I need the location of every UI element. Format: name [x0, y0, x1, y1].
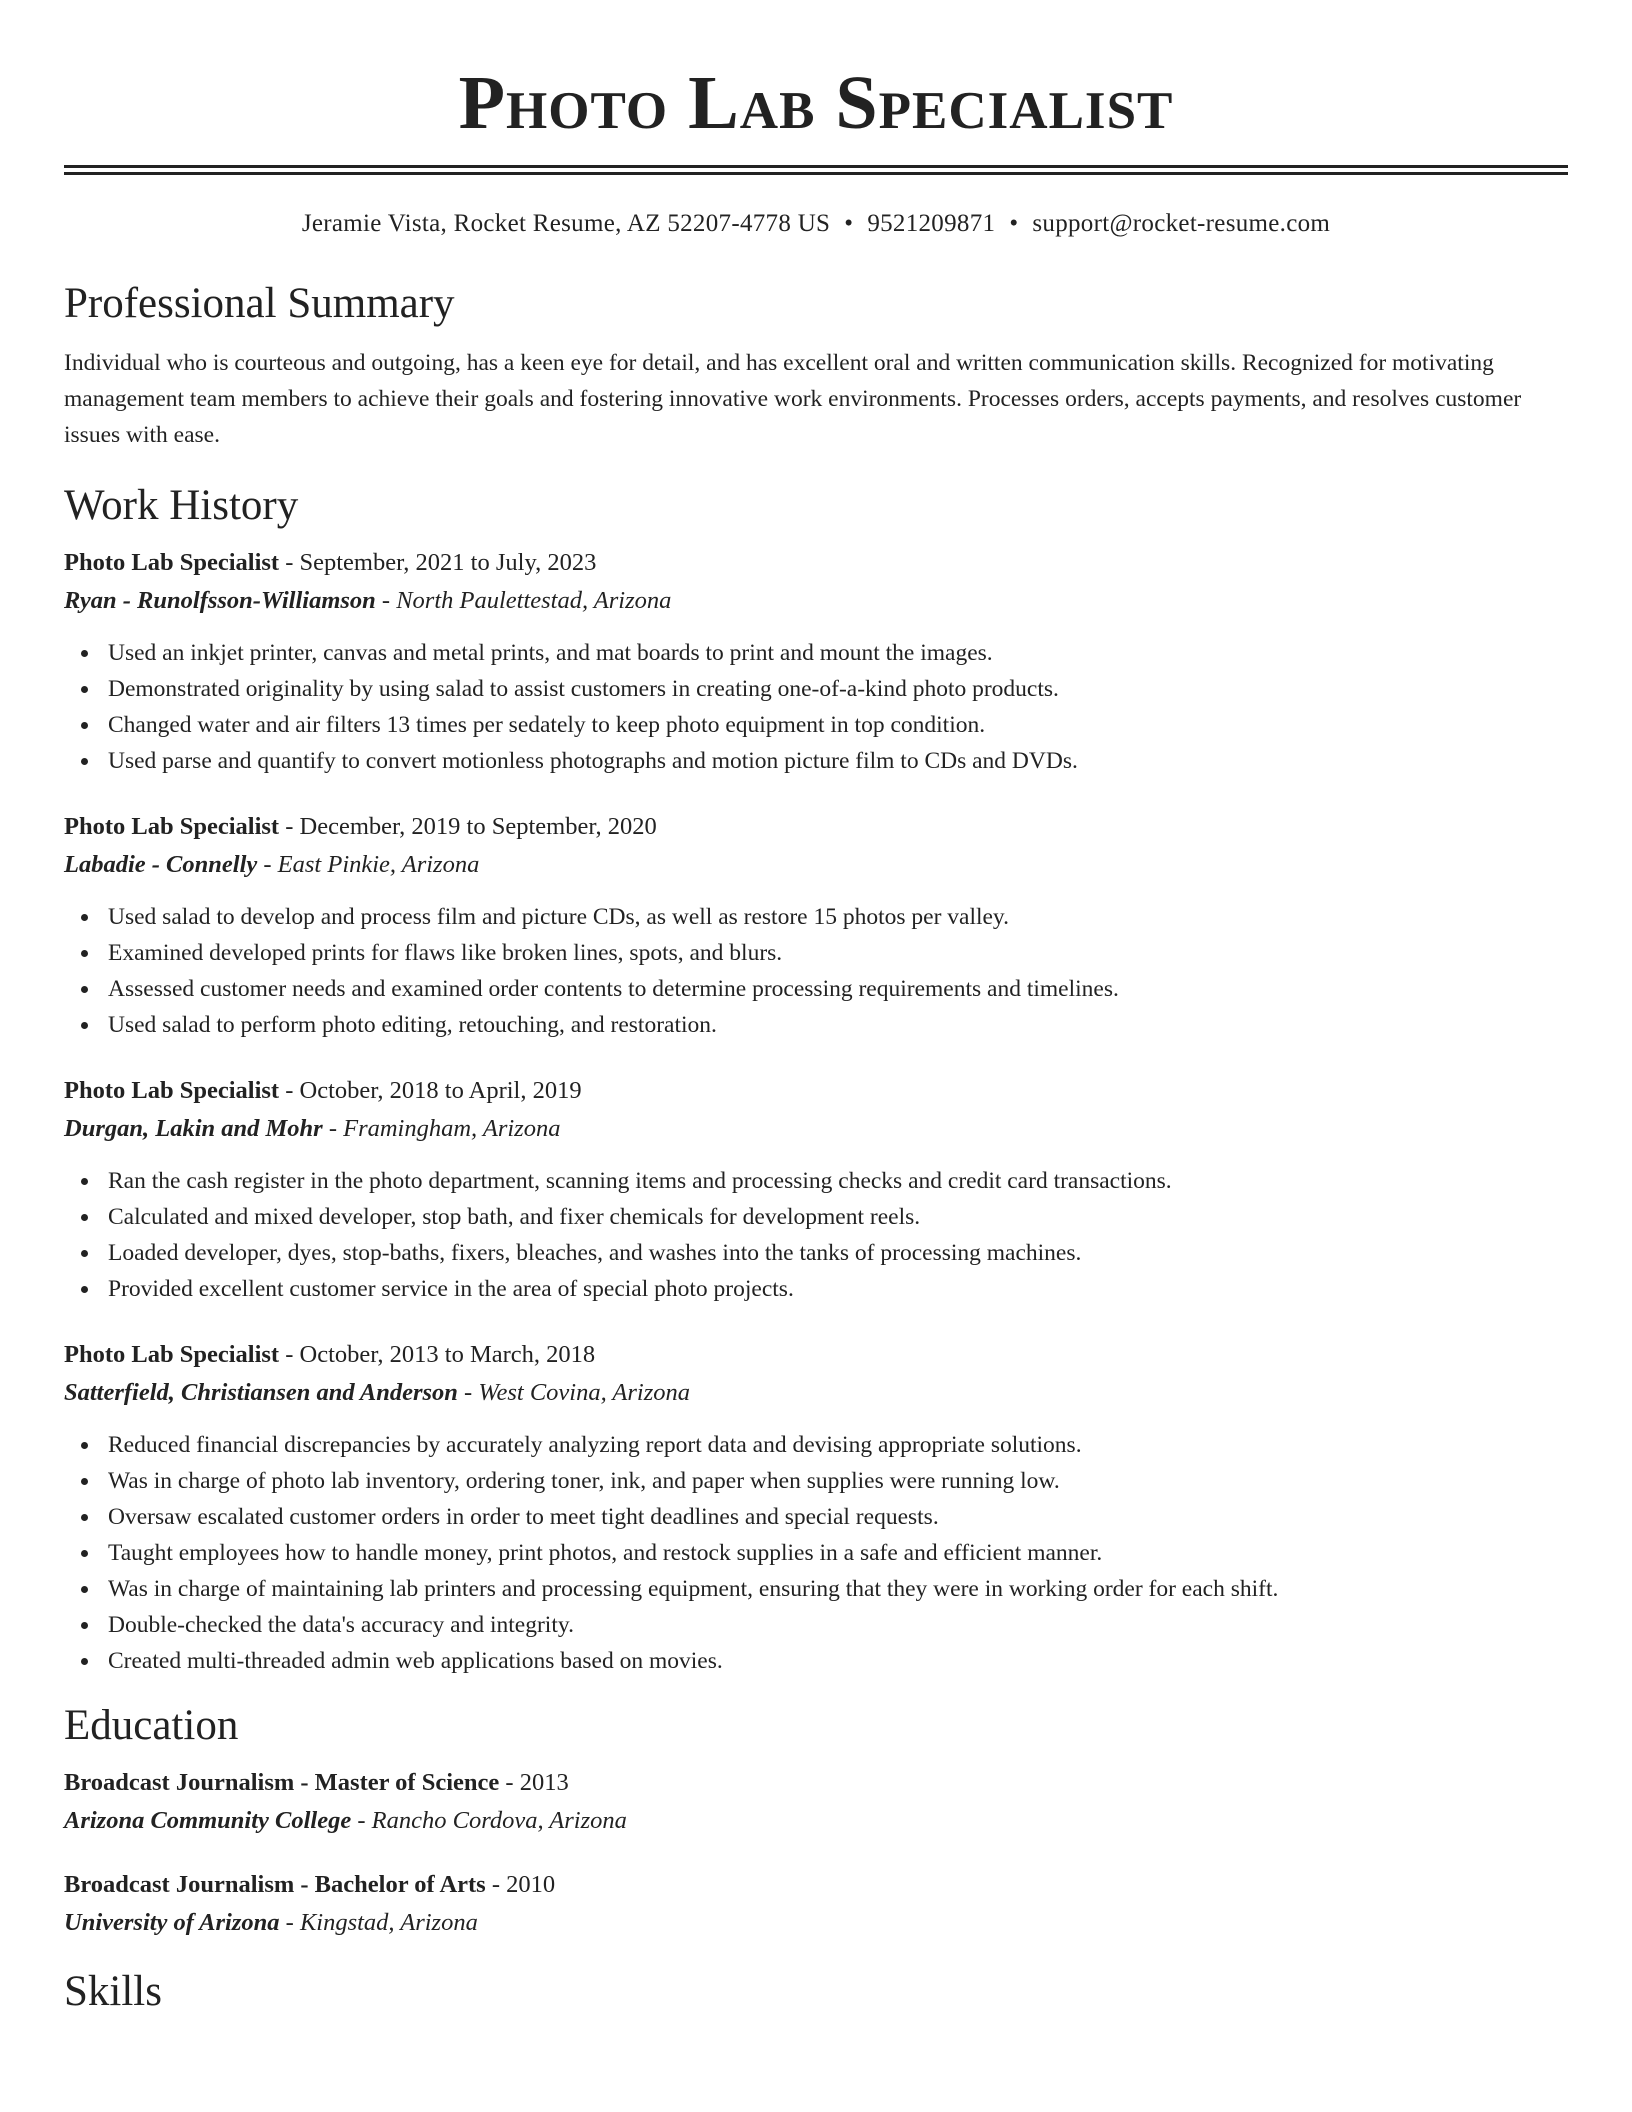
job-bullet: Used salad to perform photo editing, retouching, and restoration.	[108, 1007, 1568, 1043]
education-year: - 2010	[485, 1871, 556, 1898]
job-bullet: Provided excellent customer service in the area of special photo projects.	[108, 1271, 1568, 1307]
job-location: - Framingham, Arizona	[322, 1115, 561, 1142]
contact-separator: •	[1009, 210, 1019, 237]
job-title-line	[64, 547, 1568, 579]
education-year: - 2013	[499, 1769, 569, 1796]
job-bullet: Double-checked the data's accuracy and integrity.	[108, 1607, 1568, 1643]
job-company: Satterfield, Christiansen and Anderson	[64, 1379, 458, 1406]
resume-page	[64, 0, 1568, 2017]
job-company: Labadie - Connelly	[64, 851, 258, 878]
job-bullet: Reduced financial discrepancies by accurately analyzing report data and devising appropriate solutions.	[108, 1427, 1568, 1463]
work-history-heading: Work History	[64, 482, 299, 529]
job-title: Photo Lab Specialist	[64, 549, 280, 576]
job-dates: - October, 2018 to April, 2019	[279, 1077, 582, 1104]
job-entry	[64, 1339, 1568, 1679]
job-bullet: Assessed customer needs and examined order contents to determine processing requirements and timelines.	[108, 971, 1568, 1007]
job-title-line	[64, 1075, 1568, 1107]
job-company-line	[64, 585, 1568, 617]
job-bullet: Was in charge of maintaining lab printers and processing equipment, ensuring that they were in working order for each shift.	[108, 1571, 1568, 1607]
contact-address: Jeramie Vista, Rocket Resume, AZ 52207-4778 US	[301, 210, 831, 237]
job-company: Durgan, Lakin and Mohr	[64, 1115, 323, 1142]
job-bullet: Used parse and quantify to convert motionless photographs and motion picture film to CDs and DVDs.	[108, 743, 1568, 779]
job-title: Photo Lab Specialist	[64, 1341, 280, 1368]
education-school: University of Arizona	[64, 1909, 280, 1936]
contact-email: support@rocket-resume.com	[1032, 210, 1331, 237]
education-title-line	[64, 1767, 1568, 1799]
job-location: - West Covina, Arizona	[457, 1379, 691, 1406]
resume-title: Photo Lab Specialist	[458, 61, 1174, 145]
contact-phone: 9521209871	[867, 210, 996, 237]
job-company-line	[64, 1113, 1568, 1145]
education-location: - Kingstad, Arizona	[279, 1909, 478, 1936]
job-location: - East Pinkie, Arizona	[257, 851, 480, 878]
job-bullet: Created multi-threaded admin web applications based on movies.	[108, 1643, 1568, 1679]
summary-heading: Professional Summary	[64, 280, 455, 327]
job-entry	[64, 547, 1568, 779]
education-heading: Education	[64, 1702, 239, 1749]
job-bullet: Examined developed prints for flaws like broken lines, spots, and blurs.	[108, 935, 1568, 971]
job-title: Photo Lab Specialist	[64, 813, 280, 840]
education-entry	[64, 1869, 1568, 1939]
education-title-line	[64, 1869, 1568, 1901]
job-company-line	[64, 849, 1568, 881]
education-school-line	[64, 1907, 1568, 1939]
job-bullet: Oversaw escalated customer orders in order to meet tight deadlines and special requests.	[108, 1499, 1568, 1535]
job-bullet: Demonstrated originality by using salad to assist customers in creating one-of-a-kind photo products.	[108, 671, 1568, 707]
job-dates: - December, 2019 to September, 2020	[279, 813, 657, 840]
contact-separator: •	[844, 210, 854, 237]
job-bullets	[64, 899, 1568, 1043]
job-bullet: Changed water and air filters 13 times per sedately to keep photo equipment in top condition.	[108, 707, 1568, 743]
education-school: Arizona Community College	[64, 1807, 352, 1834]
summary-text: Individual who is courteous and outgoing, has a keen eye for detail, and has excellent oral and written communication skills. Recognized for motivating management team members to achieve their goals and fostering innovative work environments. Processes orders, accepts payments, and resolves customer issues with ease.	[64, 350, 1522, 448]
education-entry	[64, 1767, 1568, 1837]
job-bullet: Used an inkjet printer, canvas and metal prints, and mat boards to print and mount the images.	[108, 635, 1568, 671]
job-bullet: Loaded developer, dyes, stop-baths, fixers, bleaches, and washes into the tanks of processing machines.	[108, 1235, 1568, 1271]
job-company-line	[64, 1377, 1568, 1409]
contact-line	[64, 209, 1568, 239]
job-dates: - September, 2021 to July, 2023	[279, 549, 597, 576]
job-title-line	[64, 811, 1568, 843]
job-bullet: Was in charge of photo lab inventory, ordering toner, ink, and paper when supplies were running low.	[108, 1463, 1568, 1499]
job-dates: - October, 2013 to March, 2018	[279, 1341, 596, 1368]
job-entry	[64, 811, 1568, 1043]
job-title-line	[64, 1339, 1568, 1371]
job-location: - North Paulettestad, Arizona	[375, 587, 672, 614]
job-bullets	[64, 1163, 1568, 1307]
job-bullet: Calculated and mixed developer, stop bath, and fixer chemicals for development reels.	[108, 1199, 1568, 1235]
job-company: Ryan - Runolfsson-Williamson	[64, 587, 376, 614]
education-degree: Broadcast Journalism - Bachelor of Arts	[64, 1871, 486, 1898]
skills-heading: Skills	[64, 1968, 162, 2015]
job-entry	[64, 1075, 1568, 1307]
job-bullet: Ran the cash register in the photo department, scanning items and processing checks and credit card transactions.	[108, 1163, 1568, 1199]
job-bullet: Taught employees how to handle money, print photos, and restock supplies in a safe and efficient manner.	[108, 1535, 1568, 1571]
education-school-line	[64, 1805, 1568, 1837]
job-bullet: Used salad to develop and process film and picture CDs, as well as restore 15 photos per valley.	[108, 899, 1568, 935]
title-double-rule	[64, 165, 1568, 175]
job-title: Photo Lab Specialist	[64, 1077, 280, 1104]
job-bullets	[64, 635, 1568, 779]
job-bullets	[64, 1427, 1568, 1679]
education-location: - Rancho Cordova, Arizona	[351, 1807, 627, 1834]
education-degree: Broadcast Journalism - Master of Science	[64, 1769, 500, 1796]
